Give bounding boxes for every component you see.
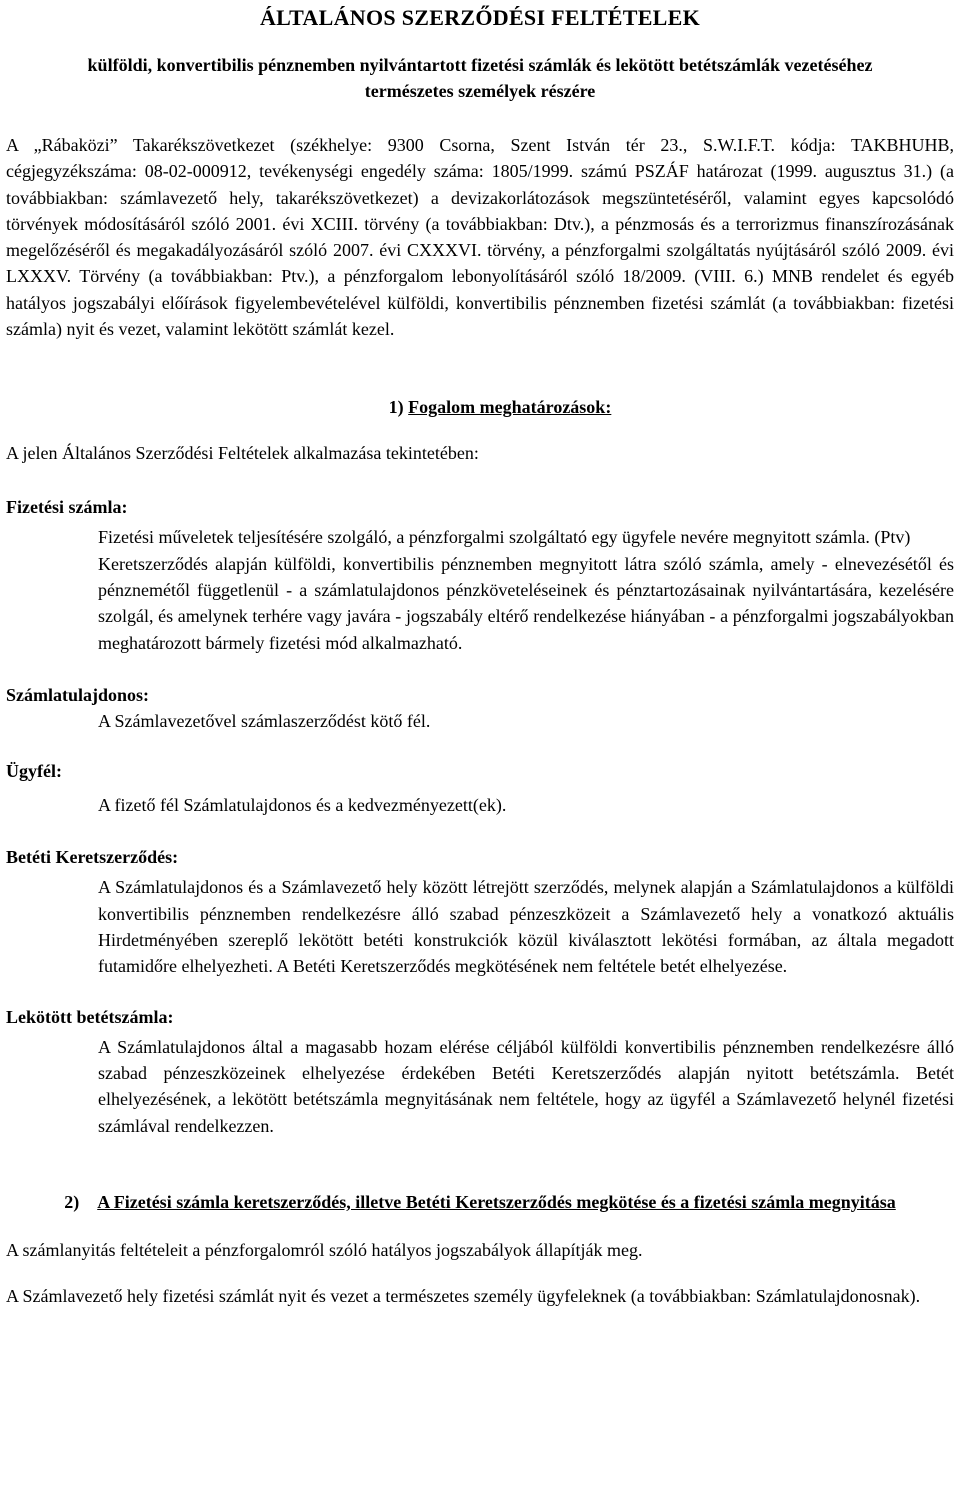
term-lekotott-betetszamla-def: A Számlatulajdonos által a magasabb hozam elérése céljából külföldi konvertibilis pénznemben rendelkezésre álló szabad pénzeszközeinek elhelyezése érdekében Betéti Keretszerződés alapján nyitott betétszámla. Betét elhelyezésének, a lekötött betétszámla megnyitásának nem feltétele, hogy az ügyfél a Számlavezető helynél fizetési számlával rendelkezzen.: [98, 1036, 954, 1136]
section-2-title: A Fizetési számla keretszerződés, illetve Betéti Keretszerződés megkötése és a fizetési számla megnyitása: [97, 1191, 896, 1212]
term-ugyfel-label: Ügyfél:: [6, 761, 62, 782]
term-fizetesi-szamla-def-2: Keretszerződés alapján külföldi, konvertibilis pénznemben megnyitott látra szóló számla, amely - elnevezésétől és pénznemétől függetlenül - a számlatulajdonos pénzköveteléseinek és pénztartozásainak nyilvántartására, kezelésére szolgál, és amelynek terhére vagy javára - jogszabály eltérő rendelkezése hiányában - a pénzforgalmi jogszabályokban meghatározott bármely fizetési mód alkalmazható.: [98, 553, 954, 653]
term-szamlatulajdonos-label: Számlatulajdonos:: [6, 684, 150, 705]
section-1-lead: A jelen Általános Szerződési Feltételek alkalmazása tekintetében:: [6, 443, 479, 464]
section-1-heading: [6, 394, 954, 420]
section-2-heading: [6, 1189, 954, 1215]
term-lekotott-betetszamla-label: Lekötött betétszámla:: [6, 1006, 174, 1027]
term-fizetesi-szamla-label: Fizetési számla:: [6, 497, 128, 518]
section-1-title: Fogalom meghatározások:: [408, 397, 612, 418]
document-title: ÁLTALÁNOS SZERZŐDÉSI FELTÉTELEK: [259, 5, 701, 30]
document-subtitle: külföldi, konvertibilis pénznemben nyilvántartott fizetési számlák és lekötött betétszámlák vezetéséhez természetes személyek részére: [87, 55, 873, 101]
term-ugyfel-def: A fizető fél Számlatulajdonos és a kedvezményezett(ek).: [98, 795, 507, 816]
intro-paragraph: A „Rábaközi” Takarékszövetkezet (székhelye: 9300 Csorna, Szent István tér 23., S.W.I.F.T. kódja: TAKBHUHB, cégjegyzékszáma: 08-02-000912, tevékenységi engedély száma: 1805/1999. számú PSZÁF határozat (1999. augusztus 31.) (a továbbiakban: számlavezető hely, takarékszövetkezet) a devizakorlátozások megszüntetéséről, valamint egyes kapcsolódó törvények módosításáról szóló 2001. évi XCIII. törvény (a továbbiakban: Dtv.), a pénzmosás és a terrorizmus finanszírozásának megelőzéséről és megakadályozásáról szóló 2007. évi CXXXVI. törvény, a pénzforgalmi szolgáltatás nyújtásáról szóló 2009. évi LXXXV. Törvény (a továbbiakban: Ptv.), a pénzforgalom lebonyolításáról szóló 18/2009. (VIII. 6.) MNB rendelet és egyéb hatályos jogszabályi előírások figyelembevételével külföldi, konvertibilis pénznemben fizetési számlát (a továbbiakban: fizetési számla) nyit és vezet, valamint lekötött számlát kezel.: [6, 135, 954, 340]
section-2-paragraph-2: A Számlavezető hely fizetési számlát nyit és vezet a természetes személy ügyfeleknek (a továbbiakban: Számlatulajdonosnak).: [6, 1285, 921, 1306]
section-1-number: 1): [388, 397, 404, 418]
term-beteti-keretszerzodes-def: A Számlatulajdonos és a Számlavezető hely között létrejött szerződés, melynek alapján a Számlatulajdonos a külföldi konvertibilis pénznemben rendelkezésre álló szabad pénzeszközeit a Számlavezető hely a vonatkozó aktuális Hirdetményében szereplő lekötött betéti konstrukciók közül kiválasztott lekötési formában, az általa megadott futamidőre elhelyezheti. A Betéti Keretszerződés megkötésének nem feltétele betét elhelyezése.: [98, 877, 954, 977]
term-beteti-keretszerzodes-label: Betéti Keretszerződés:: [6, 847, 179, 868]
term-fizetesi-szamla-def-1: Fizetési műveletek teljesítésére szolgáló, a pénzforgalmi szolgáltató egy ügyfele nevére megnyitott számla. (Ptv): [98, 527, 911, 548]
section-2-number: 2): [64, 1191, 80, 1212]
section-2-paragraph-1: A számlanyitás feltételeit a pénzforgalomról szóló hatályos jogszabályok állapítják meg.: [6, 1239, 643, 1260]
term-szamlatulajdonos-def: A Számlavezetővel számlaszerződést kötő fél.: [98, 710, 431, 731]
